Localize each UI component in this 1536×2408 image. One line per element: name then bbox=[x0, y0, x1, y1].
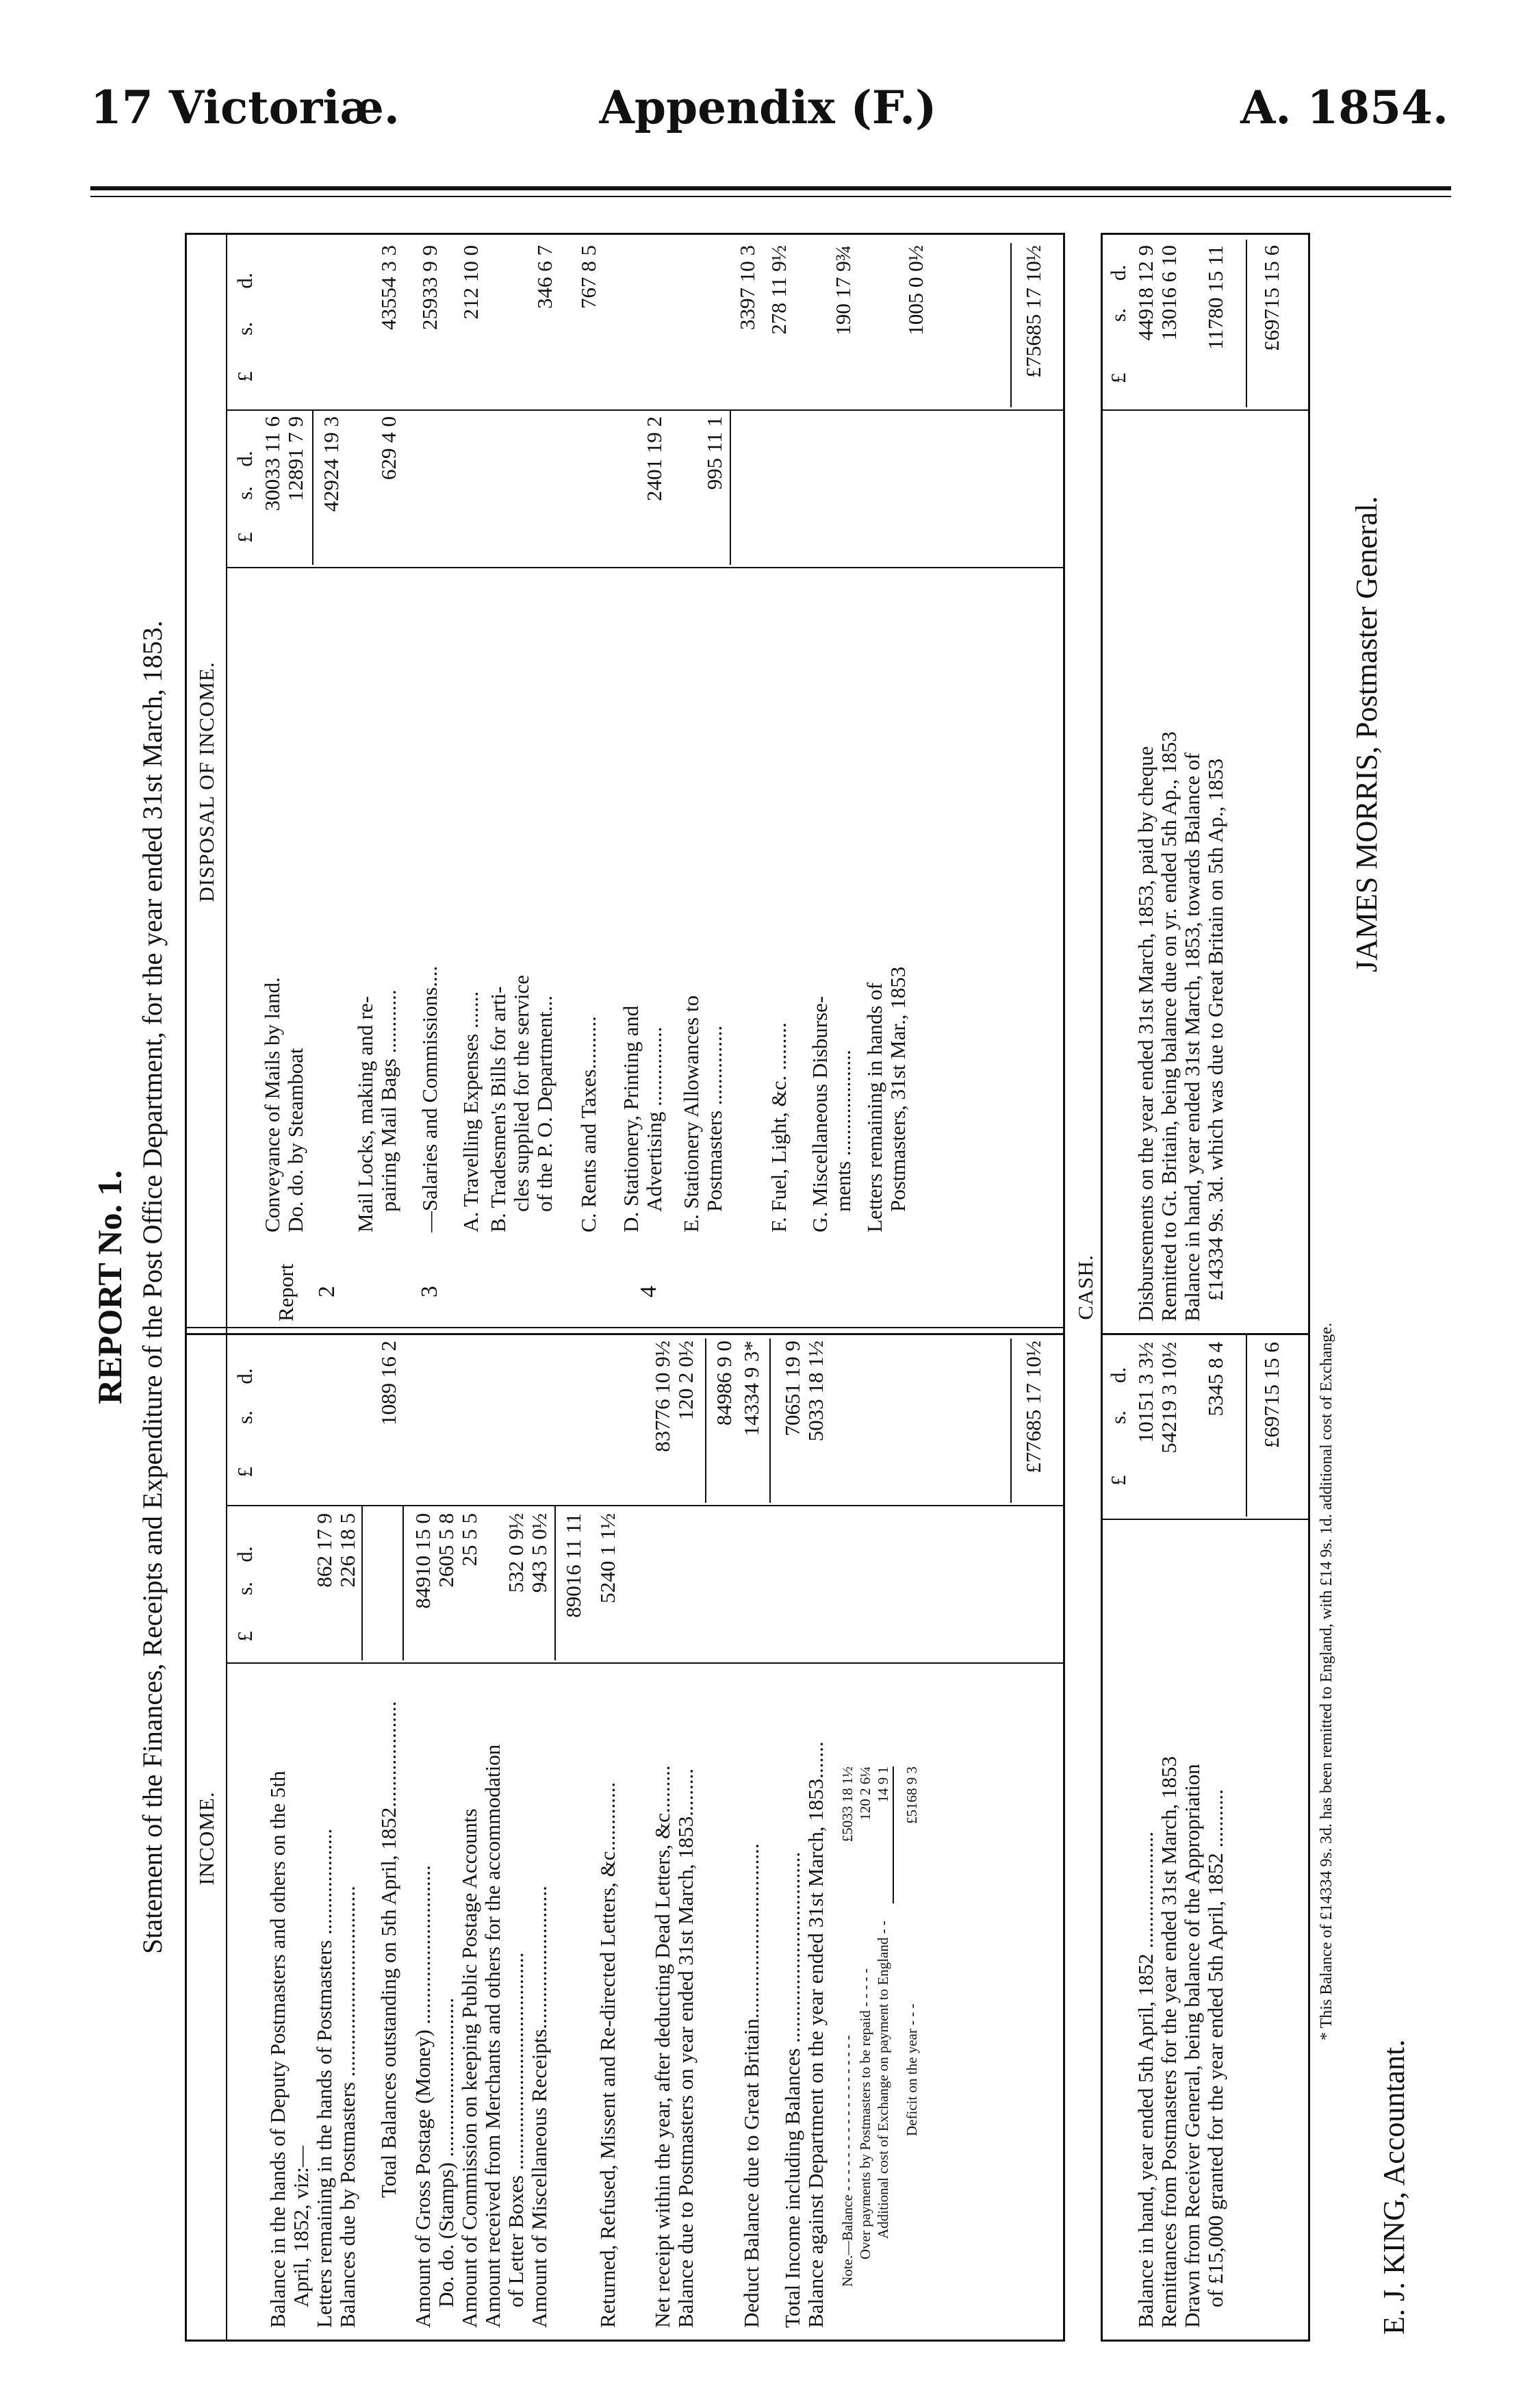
income-col-pound-a: £ bbox=[233, 1631, 257, 1642]
cash-left-label: of £15,000 granted for the year ended 5th April, 1852 ........... bbox=[1203, 1789, 1227, 2307]
cash-col-line-right bbox=[1101, 409, 1310, 411]
note-deficit-label: Deficit on the year - - - bbox=[904, 2003, 920, 2136]
subtotal-rule bbox=[554, 1506, 556, 1660]
disposal-row-value-a: 12891 7 9 bbox=[283, 416, 307, 501]
cash-total-rule bbox=[1246, 1335, 1247, 1517]
note-balance-label: Note.—Balance - - - - - - - - - - - - - - - - - - - bbox=[839, 2035, 856, 2287]
disposal-report-number: 3 bbox=[417, 1286, 442, 1297]
note-line-2: Over payments by Postmasters to be repaid - - - - - bbox=[857, 1968, 873, 2259]
disposal-row-value-b: 278 11 9½ bbox=[767, 245, 791, 335]
note-value-2: 120 2 6¼ bbox=[857, 1766, 873, 1821]
disposal-row-label: of the P. O. Department... bbox=[533, 996, 556, 1212]
disposal-col-line-b bbox=[226, 409, 1065, 411]
cash-left-value: 10151 3 3½ bbox=[1134, 1342, 1157, 1443]
income-row-label: Total Balances outstanding on 5th April, 1852.................... bbox=[376, 1701, 400, 2198]
income-row-value-a: 862 17 9 bbox=[312, 1513, 336, 1588]
note-rule bbox=[893, 1766, 894, 1903]
cash-left-value: 5345 8 4 bbox=[1203, 1342, 1227, 1417]
cash-col-shilling: s. bbox=[1106, 1410, 1130, 1424]
income-row-value-b: 83776 10 9½ bbox=[650, 1341, 674, 1452]
subtotal-rule bbox=[312, 411, 313, 565]
header-center: Appendix (F.) bbox=[599, 81, 937, 134]
income-col-pence-a: d. bbox=[233, 1546, 257, 1562]
subtotal-rule bbox=[402, 1506, 404, 1660]
disposal-row-value-b: 212 10 0 bbox=[459, 245, 483, 320]
disposal-row-value-a: 42924 19 3 bbox=[319, 416, 343, 512]
note-line-3: Additional cost of Exchange on payment to England - - bbox=[875, 1921, 891, 2239]
income-col-line-b bbox=[226, 1505, 1065, 1506]
cash-left-label: Balance in hand, year ended 5th April, 1852 ...................... bbox=[1134, 1832, 1157, 2328]
income-row-value-a: 2605 5 8 bbox=[434, 1513, 458, 1588]
disposal-row-value-b: 25933 9 9 bbox=[418, 245, 441, 330]
income-row-label: Amount of Miscellaneous Receipts........................... bbox=[527, 1886, 551, 2328]
disposal-row-label: C. Rents and Taxes.......... bbox=[576, 1016, 600, 1232]
disposal-row-value-b: 3397 10 3 bbox=[735, 245, 759, 330]
cash-right-label: Balance in hand, year ended 31st March, 1853, towards Balance of bbox=[1180, 752, 1204, 1321]
income-row-label: Net receipt within the year, after deducting Dead Letters, &c......... bbox=[650, 1765, 674, 2328]
income-row-value-b: 5033 18 1½ bbox=[804, 1341, 828, 1442]
cash-col-shilling-r: s. bbox=[1106, 308, 1130, 322]
disposal-row-label: Mail Locks, making and re- bbox=[353, 996, 377, 1232]
income-row-label: Amount of Commission on keeping Public Postage Accounts bbox=[457, 1808, 481, 2328]
cash-col-pence: d. bbox=[1106, 1367, 1130, 1383]
cash-col-pence-r: d. bbox=[1106, 264, 1130, 281]
disposal-row-label: Postmasters ............... bbox=[702, 1025, 726, 1212]
income-row-label: Returned, Refused, Missent and Re-directed Letters, &c............. bbox=[596, 1782, 619, 2328]
disposal-report-number: 2 bbox=[314, 1286, 340, 1297]
income-row-value-a: 5240 1 1½ bbox=[596, 1513, 619, 1604]
income-row-label: April, 1852, viz:— bbox=[289, 2146, 313, 2307]
cash-divider bbox=[1101, 1333, 1310, 1335]
disposal-report-number: 4 bbox=[636, 1286, 661, 1297]
subtotal-rule bbox=[769, 1339, 771, 1503]
disposal-row-label: Postmasters, 31st Mar., 1853 bbox=[886, 966, 910, 1212]
total-rule bbox=[1010, 1339, 1012, 1503]
disposal-row-value-a: 2401 19 2 bbox=[642, 416, 666, 501]
header-right: A. 1854. bbox=[1240, 81, 1448, 134]
disposal-row-label: Advertising ............... bbox=[642, 1026, 666, 1212]
disposal-row-label: Letters remaining in hands of bbox=[862, 982, 886, 1232]
subtotal-rule bbox=[361, 1506, 363, 1660]
income-disposal-divider-inner bbox=[185, 1327, 1065, 1328]
cash-right-value: 44918 12 9 bbox=[1134, 245, 1157, 341]
note-balance-value: £5033 18 1½ bbox=[839, 1766, 856, 1842]
income-row-value-a: 89016 11 11 bbox=[561, 1513, 585, 1618]
disposal-col-pound-a: £ bbox=[233, 532, 257, 543]
disposal-row-value-a: 629 4 0 bbox=[376, 416, 400, 480]
footnote: * This Balance of £14334 9s. 3d. has been remitted to England, with £14 9s. 1d. additional cost of Exchange. bbox=[1318, 1322, 1335, 2040]
disposal-row-value-b: 767 8 5 bbox=[576, 245, 600, 309]
income-grand-total: £77685 17 10½ bbox=[1021, 1341, 1045, 1473]
header-rule-thin bbox=[90, 196, 1451, 197]
heading-underline bbox=[226, 233, 227, 2342]
disposal-row-value-b: 43554 3 3 bbox=[376, 245, 400, 330]
subtotal-rule bbox=[705, 1339, 706, 1503]
disposal-row-label: Conveyance of Mails by land. bbox=[260, 977, 284, 1232]
income-row-label: Amount received from Merchants and others for the accommodation bbox=[481, 1744, 504, 2328]
income-row-value-a: 943 5 0½ bbox=[527, 1513, 551, 1593]
note-deficit-value: £5168 9 3 bbox=[904, 1766, 920, 1824]
disposal-row-value-a: 30033 11 6 bbox=[260, 416, 284, 511]
cash-col-line-left bbox=[1101, 1519, 1310, 1520]
income-row-value-b: 1089 16 2 bbox=[376, 1341, 400, 1425]
disposal-row-label: D. Stationery, Printing and bbox=[619, 1005, 643, 1232]
cash-total-rule bbox=[1246, 240, 1247, 407]
total-rule bbox=[1010, 243, 1012, 407]
income-row-label: Total Income including Balances .................................... bbox=[780, 1851, 804, 2328]
income-disposal-divider bbox=[185, 1333, 1065, 1335]
cash-left-value: 54219 3 10½ bbox=[1157, 1342, 1181, 1454]
statement-title: Statement of the Finances, Receipts and Expenditure of the Post Office Department, for the year ended 31st March, 1853. bbox=[137, 620, 168, 1954]
disposal-col-shilling-a: s. bbox=[233, 486, 257, 500]
income-row-value-a: 25 5 5 bbox=[457, 1513, 481, 1567]
income-row-label: Do. do. (Stamps) .............................. bbox=[434, 1997, 458, 2307]
subtotal-rule bbox=[730, 411, 731, 565]
income-row-value-b: 14334 9 3* bbox=[739, 1341, 763, 1436]
income-row-value-b: 120 2 0½ bbox=[674, 1341, 697, 1421]
income-row-value-a: 84910 15 0 bbox=[411, 1513, 435, 1609]
income-row-label: Balance in the hands of Deputy Postmasters and others on the 5th bbox=[266, 1771, 290, 2328]
cash-right-label: Disbursements on the year ended 31st March, 1853, paid by cheque bbox=[1134, 746, 1157, 1321]
income-row-label: Balances due by Postmasters .................................... bbox=[335, 1886, 359, 2328]
income-row-label: Letters remaining in the hands of Postmasters .................... bbox=[312, 1828, 336, 2328]
income-row-value-a: 532 0 9½ bbox=[504, 1513, 528, 1593]
disposal-row-value-b: 190 17 9¾ bbox=[831, 245, 855, 335]
disposal-row-label: B. Tradesmen's Bills for arti- bbox=[486, 986, 510, 1232]
cash-right-label: £14334 9s. 3d. which was due to Great Britain on 5th Ap., 1853 bbox=[1203, 758, 1227, 1301]
rotated-report-body bbox=[89, 233, 1451, 2342]
cash-right-value: 11780 15 11 bbox=[1203, 245, 1227, 350]
report-title: REPORT No. 1. bbox=[90, 1170, 129, 1404]
income-row-label: Amount of Gross Postage (Money) .............................. bbox=[411, 1865, 435, 2328]
income-heading: INCOME. bbox=[194, 1791, 218, 1886]
income-col-pence-b: d. bbox=[233, 1368, 257, 1384]
cash-right-total: £69715 15 6 bbox=[1259, 245, 1283, 351]
cash-heading: CASH. bbox=[1073, 1254, 1097, 1320]
header-rule-thick bbox=[90, 186, 1451, 190]
disposal-heading: DISPOSAL OF INCOME. bbox=[194, 661, 218, 902]
cash-left-label: Drawn from Receiver General, being balance of the Appropriation bbox=[1180, 1764, 1204, 2328]
income-row-label: Balance due to Postmasters on year ended 31st March, 1853......... bbox=[674, 1768, 697, 2328]
note-value-3: 14 9 1 bbox=[875, 1766, 891, 1803]
disposal-col-pence-b: d. bbox=[233, 273, 257, 289]
disposal-row-value-a: 995 11 1 bbox=[702, 416, 726, 490]
disposal-row-label: A. Travelling Expenses ....... bbox=[459, 991, 483, 1232]
signature-postmaster: JAMES MORRIS, Postmaster General. bbox=[1350, 496, 1383, 972]
income-col-shilling-a: s. bbox=[233, 1582, 257, 1595]
disposal-col-pound-b: £ bbox=[233, 371, 257, 382]
disposal-row-label: pairing Mail Bags ............ bbox=[376, 989, 400, 1212]
disposal-grand-total: £75685 17 10½ bbox=[1021, 245, 1045, 378]
cash-left-total: £69715 15 6 bbox=[1259, 1342, 1283, 1448]
disposal-row-label: ments .................... bbox=[831, 1050, 855, 1212]
header-left: 17 Victoriæ. bbox=[90, 81, 400, 134]
cash-col-pound: £ bbox=[1106, 1475, 1130, 1486]
disposal-row-label: F. Fuel, Light, &c. ......... bbox=[767, 1022, 791, 1232]
income-row-label: Deduct Balance due to Great Britain................................. bbox=[739, 1843, 763, 2328]
cash-col-pound-r: £ bbox=[1106, 372, 1130, 383]
disposal-report-tag: Report bbox=[274, 1263, 298, 1321]
cash-left-label: Remittances from Postmasters for the year ended 31st March, 1853 bbox=[1157, 1756, 1181, 2328]
disposal-row-label: Do. do. by Steamboat bbox=[283, 1048, 307, 1232]
signature-accountant: E. J. KING, Accountant. bbox=[1377, 2039, 1411, 2335]
cash-right-label: Remitted to Gt. Britain, being balance due on yr. ended 5th Ap., 1853 bbox=[1157, 731, 1181, 1321]
disposal-row-label: G. Miscellaneous Disburse- bbox=[808, 996, 832, 1232]
income-row-value-a: 226 18 5 bbox=[335, 1513, 359, 1588]
income-row-label: of Letter Boxes ......................................... bbox=[504, 1952, 528, 2307]
disposal-col-shilling-b: s. bbox=[233, 322, 257, 335]
income-row-label: Balance against Department on the year ended 31st March, 1853....... bbox=[804, 1741, 828, 2328]
income-col-shilling-b: s. bbox=[233, 1410, 257, 1424]
disposal-row-label: cles supplied for the service bbox=[509, 974, 533, 1212]
income-col-pound-b: £ bbox=[233, 1467, 257, 1478]
disposal-row-value-b: 346 6 7 bbox=[533, 245, 556, 309]
disposal-row-label: E. Stationery Allowances to bbox=[679, 995, 703, 1232]
income-row-value-b: 70651 19 9 bbox=[780, 1341, 804, 1436]
disposal-row-label: —Salaries and Commissions.... bbox=[418, 965, 441, 1232]
cash-right-value: 13016 6 10 bbox=[1157, 245, 1181, 341]
disposal-col-pence-a: d. bbox=[233, 451, 257, 467]
income-row-value-b: 84986 9 0 bbox=[712, 1341, 736, 1425]
disposal-row-value-b: 1005 0 0½ bbox=[904, 245, 927, 335]
